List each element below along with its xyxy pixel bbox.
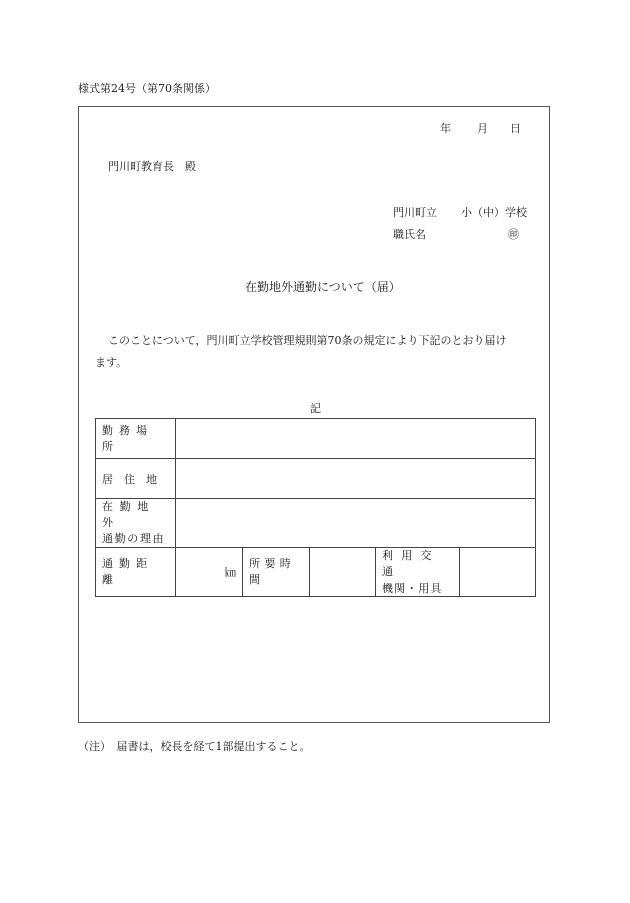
reason-label-line-1: 在勤地外 [102, 500, 155, 529]
workplace-value[interactable] [176, 419, 536, 459]
time-label: 所要時間 [243, 547, 310, 596]
residence-value[interactable] [176, 459, 536, 499]
seal-mark: ㊞ [508, 228, 519, 241]
time-value[interactable] [310, 547, 376, 596]
reason-label [96, 499, 176, 548]
transport-label-line-2: 機関・用具 [382, 581, 443, 595]
addressee: 門川町教育長 殿 [108, 160, 196, 173]
table-row [96, 499, 536, 548]
reason-value[interactable] [176, 499, 536, 548]
body-text-line-2: ます。 [95, 356, 128, 369]
details-table [95, 418, 536, 597]
document-title: 在勤地外通勤について（届） [245, 280, 401, 294]
km-unit: ㎞ [225, 565, 236, 579]
transport-label-line-1: 利用交通 [382, 548, 440, 578]
date-day-label: 日 [510, 122, 521, 135]
form-number: 様式第24号（第70条関係） [78, 82, 216, 95]
table-row [96, 547, 536, 596]
table-row [96, 459, 536, 499]
body-text-line-1: このことについて，門川町立学校管理規則第70条の規定により下記のとおり届け [108, 334, 507, 347]
footnote: （注） 届書は，校長を経て1部提出すること。 [78, 740, 311, 753]
table-row [96, 419, 536, 459]
school-prefix: 門川町立 [393, 206, 437, 219]
date-month-label: 月 [477, 122, 488, 135]
reason-label-line-2: 通勤の理由 [102, 531, 166, 545]
distance-value[interactable] [176, 547, 243, 596]
ki-heading: 記 [310, 402, 321, 415]
date-year-label: 年 [440, 122, 451, 135]
school-suffix: 小（中）学校 [461, 206, 527, 219]
residence-label: 居 住 地 [96, 459, 176, 499]
transport-value[interactable] [460, 547, 536, 596]
distance-label: 通勤距離 [96, 547, 176, 596]
name-label: 職氏名 [393, 228, 426, 241]
transport-label [376, 547, 460, 596]
workplace-label: 勤務場所 [96, 419, 176, 459]
